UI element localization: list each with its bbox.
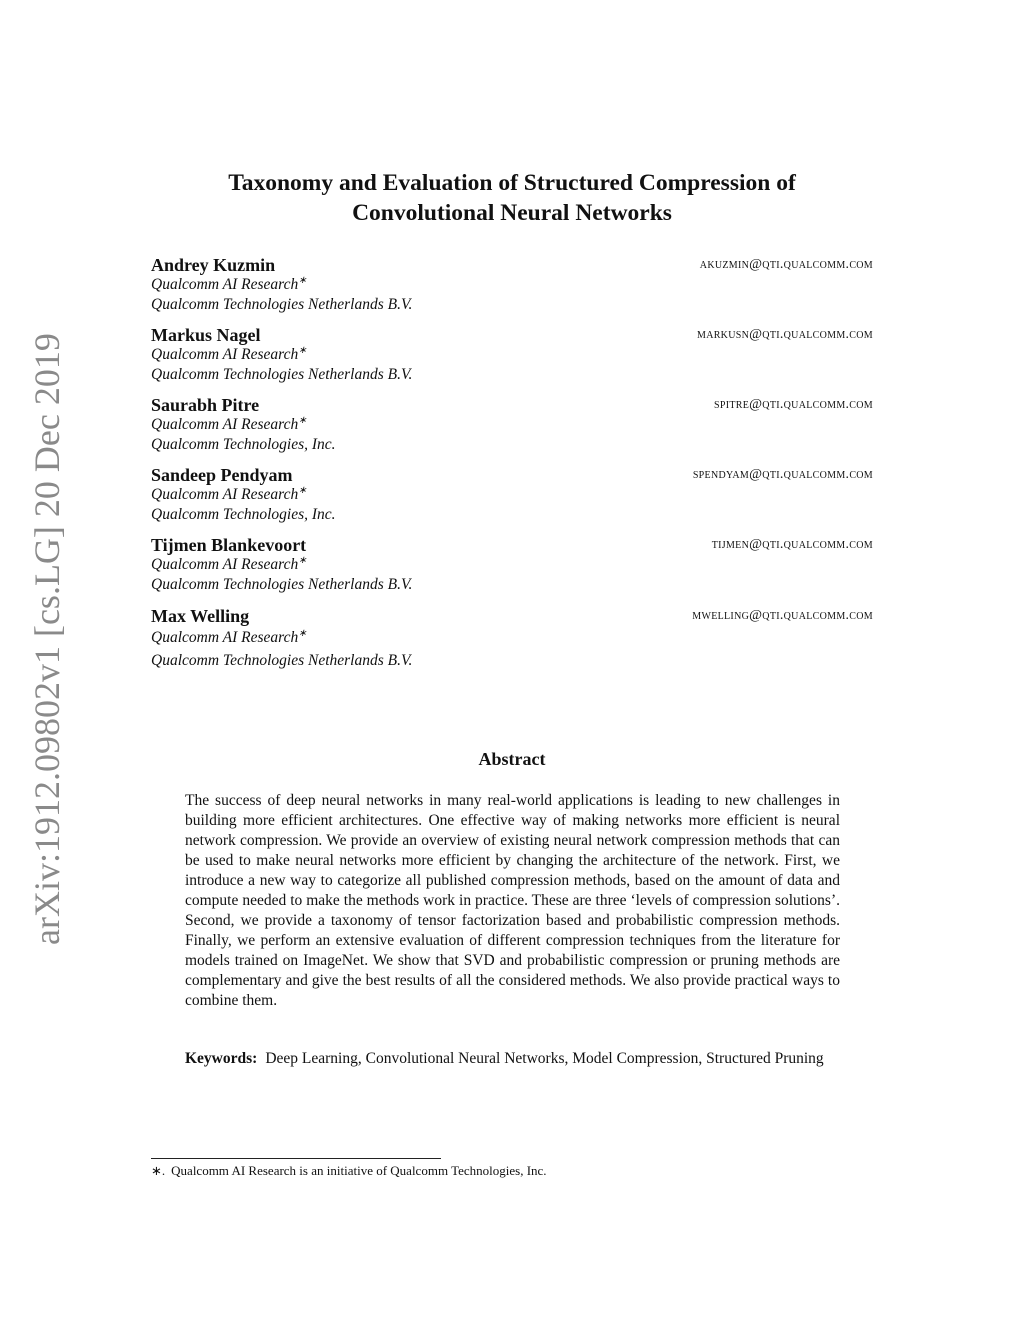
author-affiliation-research: Qualcomm AI Research∗ xyxy=(151,485,307,503)
footnote-text: Qualcomm AI Research is an initiative of Qualcomm Technologies, Inc. xyxy=(171,1163,547,1178)
footnote-marker: ∗ xyxy=(298,415,307,426)
paper-title xyxy=(150,168,874,228)
author-email[interactable]: mwelling@qti.qualcomm.com xyxy=(692,608,873,623)
paper-title-line-1: Taxonomy and Evaluation of Structured Compression of xyxy=(228,170,796,196)
author-block xyxy=(151,535,874,595)
abstract-text: The success of deep neural networks in many real-world applications is leading to new challenges in building more efficient architectures. One effective way of making networks more efficient is neural network compression. We provide an overview of existing neural network compression methods that can be used to make neural networks more efficient by changing the architecture of the network. First, we introduce a new way to categorize all published compression methods, based on the amount of data and compute needed to make the methods work in practice. These are three ‘levels of compression solutions’. Second, we provide a taxonomy of tensor factorization based and probabilistic compression methods. Finally, we perform an extensive evaluation of different compression techniques from the literature for models trained on ImageNet. We show that SVD and probabilistic compression or pruning methods are complementary and give the best results of all the considered methods. We also provide practical ways to combine them. xyxy=(185,792,840,1009)
author-block xyxy=(151,395,874,455)
author-affiliation-research: Qualcomm AI Research∗ xyxy=(151,555,307,573)
author-affiliation-research: Qualcomm AI Research∗ xyxy=(151,415,307,433)
author-block xyxy=(151,325,874,385)
abstract-heading: Abstract xyxy=(478,749,546,769)
footnote-marker: ∗. xyxy=(151,1163,166,1178)
author-email[interactable]: spitre@qti.qualcomm.com xyxy=(713,397,873,412)
keywords xyxy=(185,1049,840,1069)
author-affiliation-research: Qualcomm AI Research∗ xyxy=(151,628,307,646)
author-name: Max Welling xyxy=(151,606,250,626)
keywords-label: Keywords: xyxy=(185,1050,258,1067)
arxiv-identifier-sidebar: arXiv:1912.09802v1 [cs.LG] 20 Dec 2019 xyxy=(27,333,67,945)
author-name: Andrey Kuzmin xyxy=(151,255,276,275)
author-name: Saurabh Pitre xyxy=(151,395,260,415)
author-affiliation-company: Qualcomm Technologies Netherlands B.V. xyxy=(151,652,413,669)
footnote-marker: ∗ xyxy=(298,275,307,286)
keywords-text: Deep Learning, Convolutional Neural Networks, Model Compression, Structured Pruning xyxy=(265,1050,824,1067)
author-affiliation-company: Qualcomm Technologies, Inc. xyxy=(151,506,336,523)
author-name: Sandeep Pendyam xyxy=(151,465,293,485)
author-block xyxy=(151,255,874,315)
author-block xyxy=(151,465,874,525)
author-email[interactable]: spendyam@qti.qualcomm.com xyxy=(692,467,873,482)
author-affiliation-company: Qualcomm Technologies Netherlands B.V. xyxy=(151,366,413,383)
footnote-marker: ∗ xyxy=(298,485,307,496)
author-affiliation-company: Qualcomm Technologies, Inc. xyxy=(151,436,336,453)
author-email[interactable]: akuzmin@qti.qualcomm.com xyxy=(699,257,873,272)
author-email[interactable]: markusn@qti.qualcomm.com xyxy=(697,327,873,342)
paper-title-line-2: Convolutional Neural Networks xyxy=(352,200,672,226)
footnote-marker: ∗ xyxy=(298,345,307,356)
author-affiliation-company: Qualcomm Technologies Netherlands B.V. xyxy=(151,296,413,313)
author-block xyxy=(151,606,874,671)
author-affiliation-company: Qualcomm Technologies Netherlands B.V. xyxy=(151,576,413,593)
footnote-divider xyxy=(151,1158,441,1159)
author-email[interactable]: tijmen@qti.qualcomm.com xyxy=(711,537,873,552)
author-name: Tijmen Blankevoort xyxy=(151,535,307,555)
author-affiliation-research: Qualcomm AI Research∗ xyxy=(151,345,307,363)
footnote-marker: ∗ xyxy=(298,555,307,566)
footnote xyxy=(151,1163,547,1179)
footnote-marker: ∗ xyxy=(298,628,307,639)
author-name: Markus Nagel xyxy=(151,325,261,345)
author-affiliation-research: Qualcomm AI Research∗ xyxy=(151,275,307,293)
